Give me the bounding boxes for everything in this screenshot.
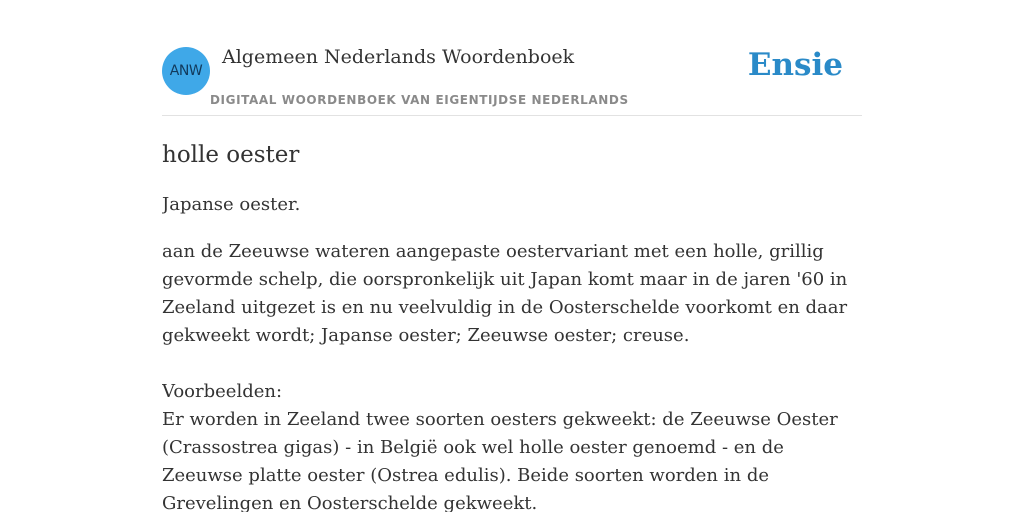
definition: aan de Zeeuwse wateren aangepaste oestervariant met een holle, grillig gevormde schelp, die oorspronkelijk uit Japan komt maar in de jaren '60 in Zeeland uitgezet is en nu veelvuldig in de Oosterschelde voorkomt en daar gekweekt wordt; Japanse oester; Zeeuwse oester; creuse.	[162, 241, 848, 346]
example-text: Er worden in Zeeland twee soorten oesters gekweekt: de Zeeuwse Oester (Crassostrea gigas) - in België ook wel holle oester genoemd - en de Zeeuwse platte oester (Ostrea edulis). Beide soorten worden in de Grevelingen en Oosterschelde gekweekt.	[162, 409, 838, 512]
entry-content	[162, 116, 862, 512]
short-definition: Japanse oester.	[162, 194, 301, 215]
page	[162, 0, 862, 512]
site-header	[162, 0, 862, 116]
anw-logo[interactable]	[162, 47, 210, 95]
site-subtitle: DIGITAAL WOORDENBOEK VAN EIGENTIJDSE NEDERLANDS	[210, 93, 629, 107]
examples-label: Voorbeelden:	[162, 381, 283, 402]
ensie-brand-link[interactable]: Ensie	[747, 47, 843, 83]
headword: holle oester	[162, 142, 300, 168]
site-title[interactable]: Algemeen Nederlands Woordenboek	[222, 46, 575, 68]
logo-text: ANW	[169, 63, 203, 79]
